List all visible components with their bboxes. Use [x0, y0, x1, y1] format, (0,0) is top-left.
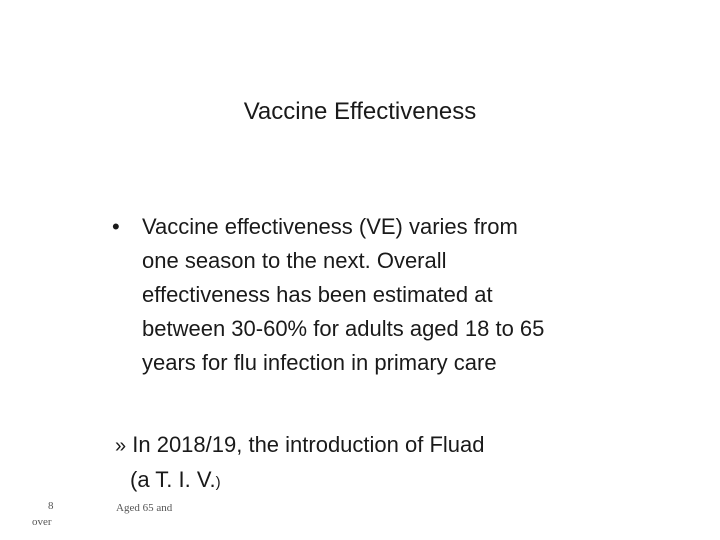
slide-title: Vaccine Effectiveness	[243, 98, 477, 125]
sub-bullet-block	[115, 428, 615, 500]
footer-over-text: over	[32, 516, 52, 528]
bullet-line-4: between 30-60% for adults aged 18 to 65	[142, 316, 545, 341]
footer-aged-text: Aged 65 and	[116, 502, 173, 514]
bullet-line-3: effectiveness has been estimated at	[142, 282, 493, 307]
sub-bullet-line-2	[115, 463, 615, 500]
bullet-line-1	[112, 210, 612, 244]
sub-bullet-close-paren: )	[215, 474, 221, 491]
bullet-line-2: one season to the next. Overall	[142, 248, 447, 273]
bullet-line-5: years for flu infection in primary care	[142, 350, 497, 375]
double-chevron-icon: »	[115, 435, 127, 457]
bullet-block	[112, 210, 612, 380]
sub-bullet-text-1: In 2018/19, the introduction of Fluad	[132, 432, 485, 457]
bullet-text-1: Vaccine effectiveness (VE) varies from	[142, 214, 518, 239]
sub-bullet-text-2: (a T. I. V.	[130, 467, 216, 492]
sub-bullet-line-1	[115, 428, 615, 463]
slide-number: 8	[48, 500, 54, 512]
bullet-dot-icon: •	[112, 214, 120, 239]
